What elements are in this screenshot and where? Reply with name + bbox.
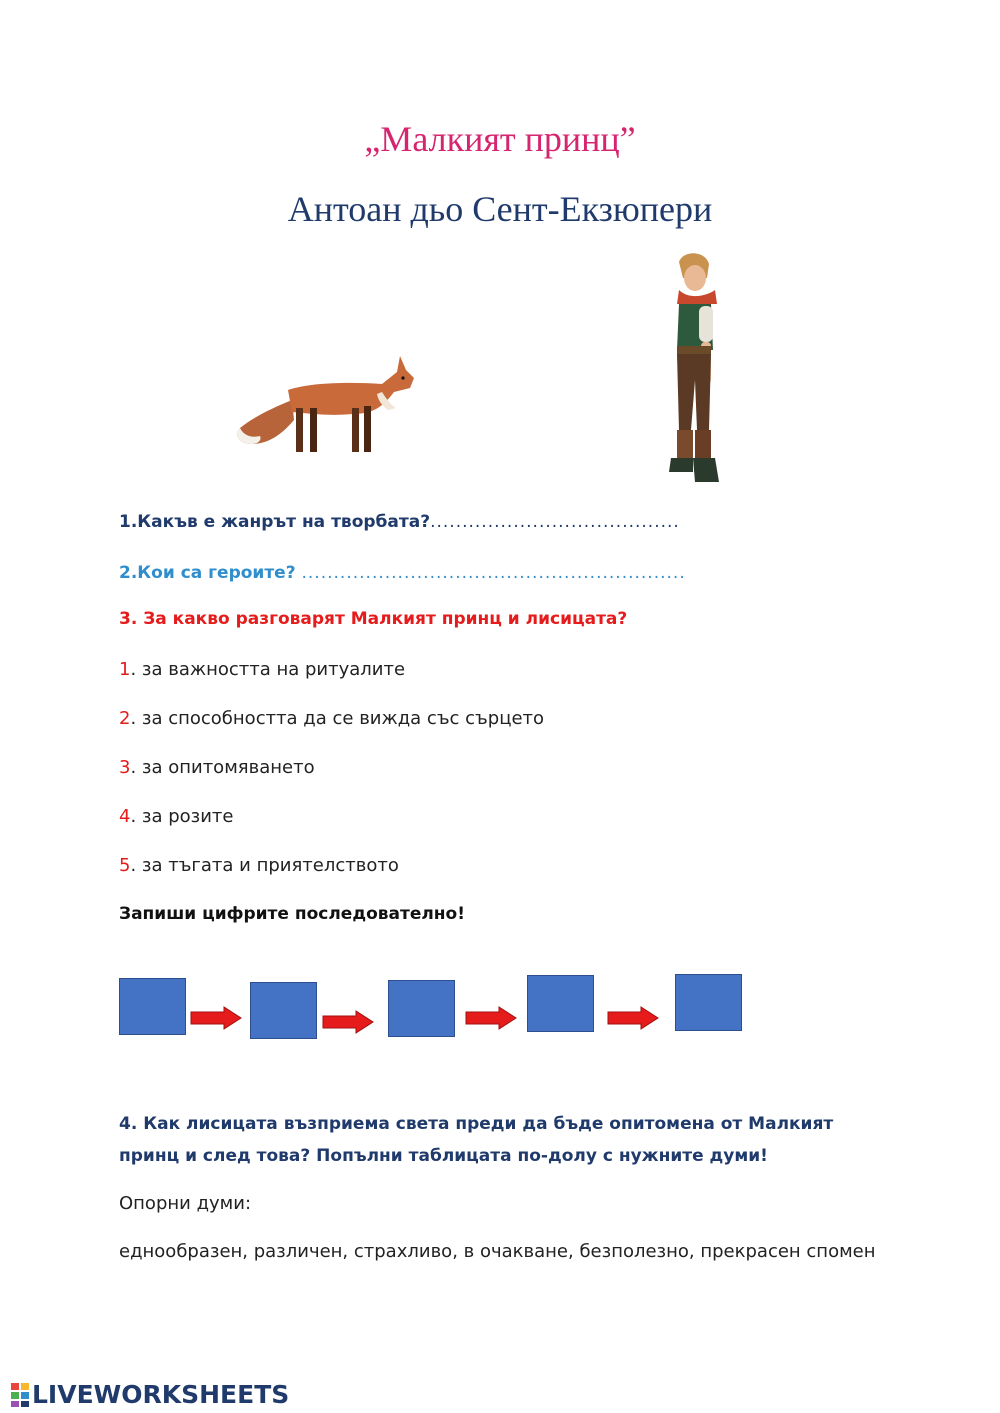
arrow-right-icon: [190, 1006, 242, 1030]
answer-box-3[interactable]: [388, 980, 455, 1037]
option-3-text: . за опитомяването: [130, 757, 315, 778]
liveworksheets-logo-icon: [10, 1382, 30, 1408]
support-words-label: Опорни думи:: [119, 1193, 252, 1214]
page-title: „Малкият принц”: [364, 119, 636, 159]
answer-box-5[interactable]: [675, 974, 742, 1031]
question-1-answer-line[interactable]: .......................................: [430, 512, 680, 532]
instruction: Запиши цифрите последователно!: [119, 904, 465, 924]
option-1-text: . за важността на ритуалите: [130, 659, 406, 680]
answer-box-2[interactable]: [250, 982, 317, 1039]
option-1-number: 1: [119, 659, 131, 680]
question-1: [119, 512, 680, 532]
option-4-number: 4: [119, 806, 131, 827]
question-4: 4. Как лисицата възприема света преди да бъде опитомена от Малкият принц и след това? Попълни таблицата по-долу с нужните думи!: [119, 1114, 834, 1166]
arrow-right-icon: [607, 1006, 659, 1030]
fox-illustration: [232, 348, 422, 466]
option-5: [119, 855, 399, 876]
liveworksheets-logo: [10, 1380, 289, 1409]
arrow-right-icon: [465, 1006, 517, 1030]
question-1-text: 1.Какъв е жанрът на творбата?: [119, 512, 431, 532]
answer-box-1[interactable]: [119, 978, 186, 1035]
option-2: [119, 708, 544, 729]
option-3: [119, 757, 315, 778]
option-2-text: . за способността да се вижда със сърцето: [130, 708, 545, 729]
little-prince-illustration: [665, 250, 725, 495]
option-5-number: 5: [119, 855, 131, 876]
option-4: [119, 806, 234, 827]
liveworksheets-logo-text: LIVEWORKSHEETS: [32, 1380, 290, 1409]
author-name: Антоан дьо Сент-Екзюпери: [287, 189, 713, 229]
option-3-number: 3: [119, 757, 131, 778]
support-words-list: еднообразен, различен, страхливо, в очакване, безполезно, прекрасен спомен: [119, 1241, 876, 1262]
option-4-text: . за розите: [130, 806, 234, 827]
option-1: [119, 659, 405, 680]
question-2: [119, 563, 686, 583]
question-2-answer-line[interactable]: ............................................................: [301, 563, 686, 583]
arrow-right-icon: [322, 1010, 374, 1034]
option-5-text: . за тъгата и приятелството: [130, 855, 399, 876]
answer-box-4[interactable]: [527, 975, 594, 1032]
question-3: 3. За какво разговарят Малкият принц и лисицата?: [119, 609, 628, 629]
option-2-number: 2: [119, 708, 131, 729]
question-2-text: 2.Кои са героите?: [119, 563, 302, 583]
